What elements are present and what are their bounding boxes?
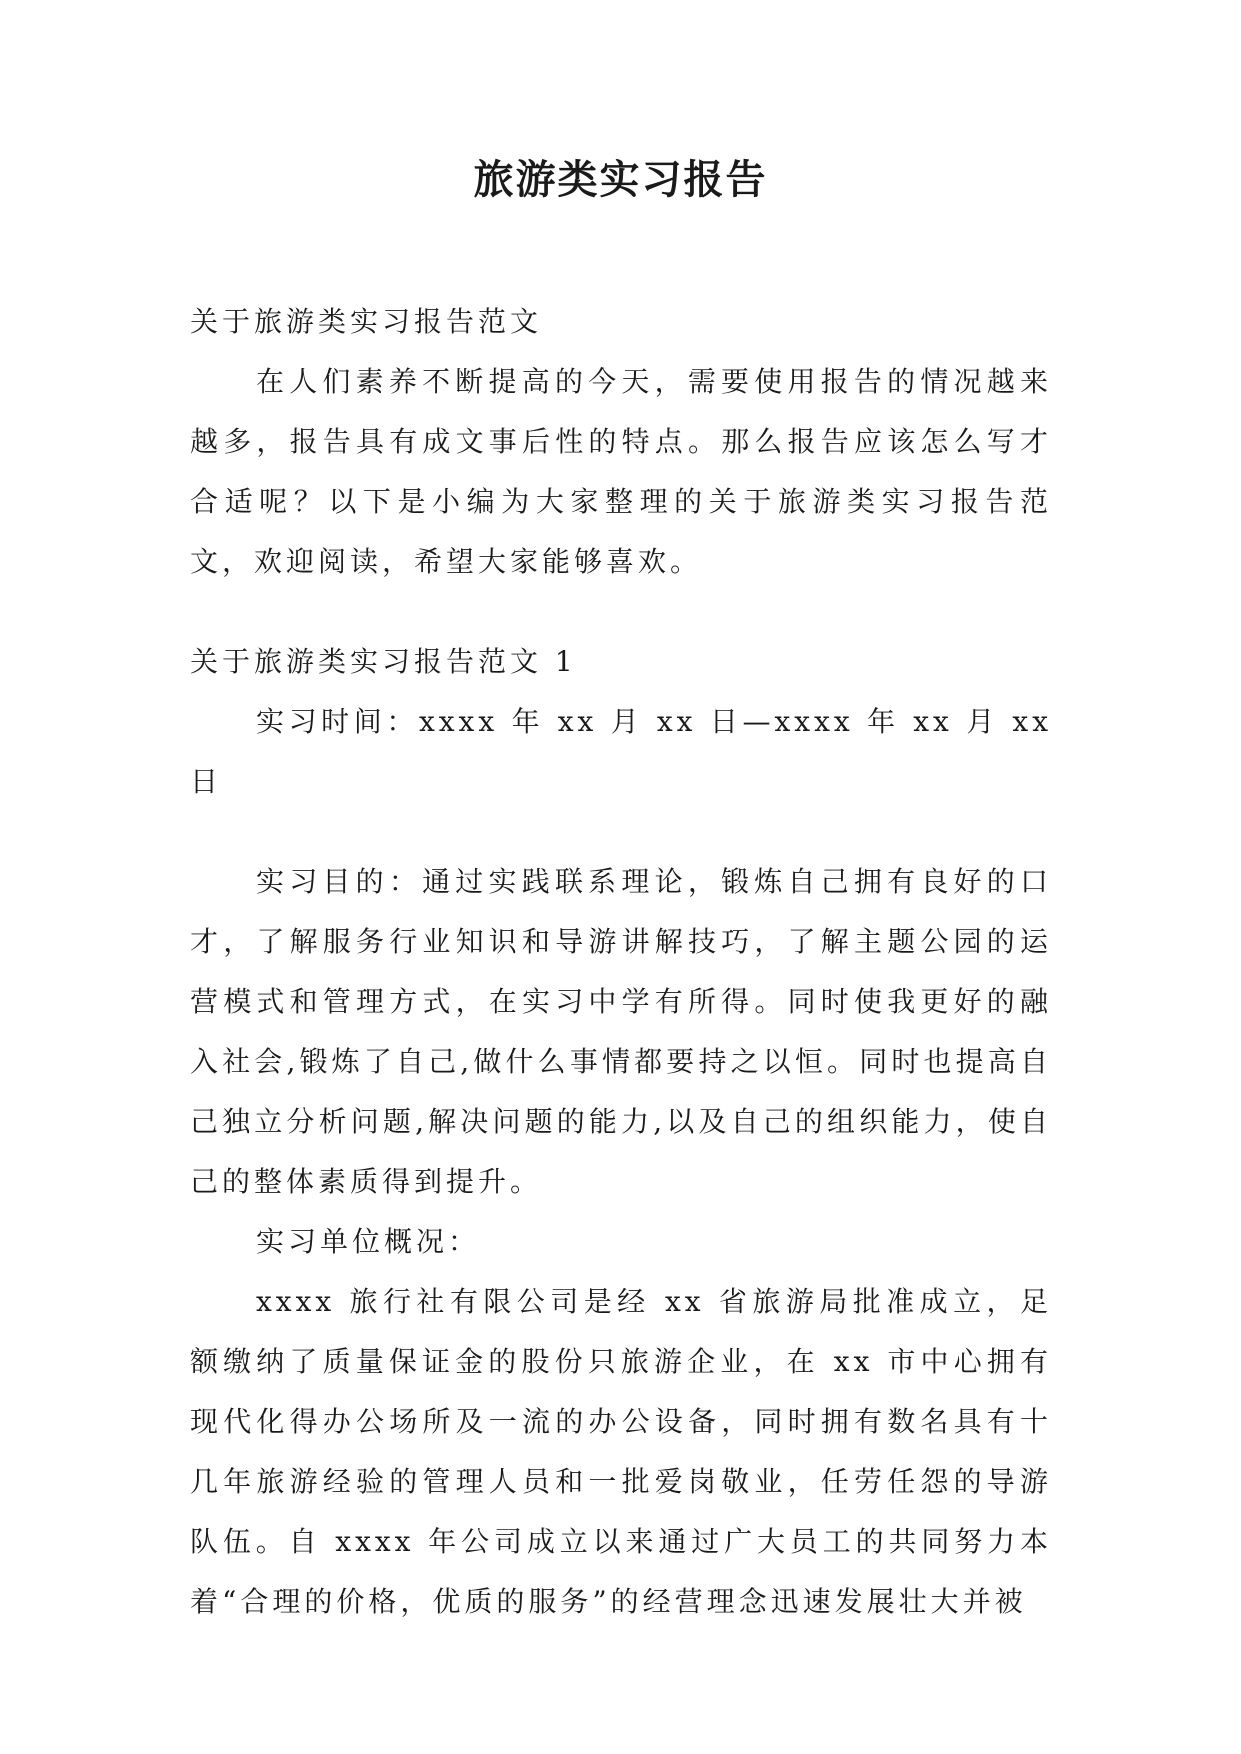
document-title: 旅游类实习报告 [473, 156, 768, 203]
intro-paragraph: 在人们素养不断提高的今天，需要使用报告的情况越来越多，报告具有成文事后性的特点。那么报告应该怎么写才合适呢？以下是小编为大家整理的关于旅游类实习报告范文，欢迎阅读，希望大家能够喜欢。 [190, 365, 1052, 578]
spacer [190, 592, 1052, 632]
document-body [190, 292, 1052, 1632]
intro-heading: 关于旅游类实习报告范文 [190, 305, 543, 338]
spacer [190, 812, 1052, 852]
internship-time: 实习时间：xxxx 年 xx 月 xx 日—xxxx 年 xx 月 xx 日 [190, 705, 1052, 798]
unit-overview: xxxx 旅行社有限公司是经 xx 省旅游局批准成立，足额缴纳了质量保证金的股份只旅游企业，在 xx 市中心拥有现代化得办公场所及一流的办公设备，同时拥有数名具有十几年旅游经验的管理人员和一批爱岗敬业，任劳任怨的导游队伍。自 xxxx 年公司成立以来通过广大员工的共同努力本着“合理的价格，优质的服务”的经营理念迅速发展壮大并被 [190, 1285, 1052, 1618]
unit-overview-heading: 实习单位概况： [256, 1225, 481, 1258]
internship-purpose: 实习目的：通过实践联系理论，锻炼自己拥有良好的口才，了解服务行业知识和导游讲解技巧，了解主题公园的运营模式和管理方式，在实习中学有所得。同时使我更好的融入社会,锻炼了自己,做什么事情都要持之以恒。同时也提高自己独立分析问题,解决问题的能力,以及自己的组织能力，使自己的整体素质得到提升。 [190, 865, 1052, 1198]
sample1-heading: 关于旅游类实习报告范文 1 [190, 645, 577, 678]
